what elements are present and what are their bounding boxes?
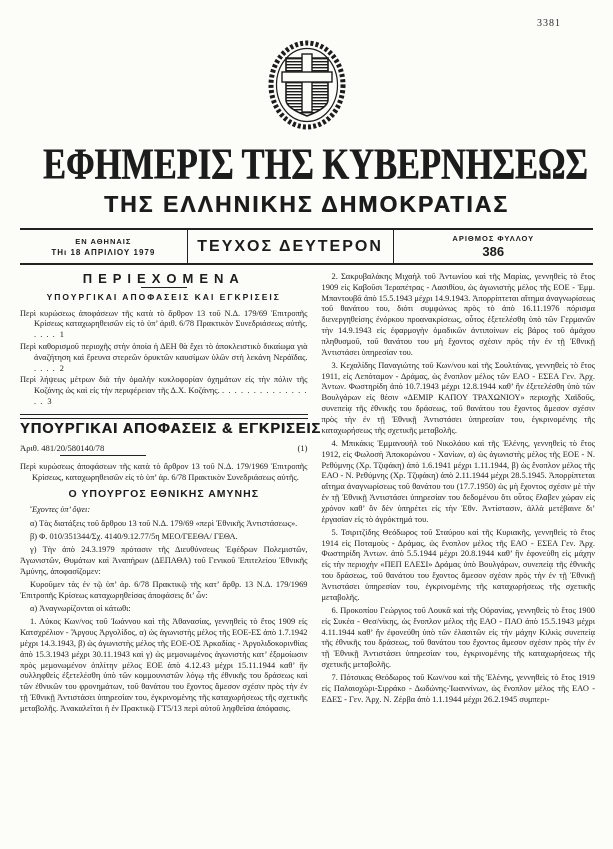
contents-subtitle: ΥΠΟΥΡΓΙΚΑΙ ΑΠΟΦΑΣΕΙΣ ΚΑΙ ΕΓΚΡΙΣΕΙΣ [46, 291, 281, 302]
decision-authority: Ο ΥΠΟΥΡΓΟΣ ΕΘΝΙΚΗΣ ΑΜΥΝΗΣ [68, 487, 260, 500]
decision-paragraph: 5. Τσιριτζίδης Θεόδωρος τοῦ Σταύρου καὶ τῆς Κυριακῆς, γεννηθεὶς τὸ ἔτος 1914 εἰς Ποταμοὺς - Δράμας, ὡς ἔνοπλον μέλος τῆς ΕΑΟ - ΕΣΕΑ Γεν. Ἀρχ. Φωστηρίδη Ἀντων. ἀπὸ 5.5.1944 μέχρι 20.8.1944 καθ’ ἣν ἐφονεύθη εἰς μάχην εἰς τὴν περιοχὴν «ΠΕΠ ΕΛΕΣΙ» Δράμας ὑπὸ Βουλγάρων, συνεπείᾳ τῆς ἐθνικῆς του δράσεως, τοῦ θανάτου του ἔχοντος ἄμεσον σχέσιν πρὸς τὴν ἐν τῇ Ἐθνικῇ Ἀντιστάσει ὑπηρεσίαν του, ἐγκρινομένης τῆς καταχωρήσεως τῆς σχετικῆς μεταβολῆς. [321, 527, 595, 602]
toc-item [20, 309, 308, 341]
decision-index: (1) [297, 442, 308, 453]
decision-paragraph: 6. Προκοπίου Γεώργιος τοῦ Λουκᾶ καὶ τῆς Οὐρανίας, γεννηθεὶς τὸ ἔτος 1900 εἰς Συκέα - Θεσ/νίκης, ὡς ἔνοπλον μέλος τῆς ΕΑΟ - ΠΑΟ ἀπὸ 15.5.1943 μέχρι 4.11.1944 καθ’ ἣν ἐφονεύθη ὑπὸ τῶν ἐλασιτῶν εἰς τὴν μάχην Κιλκὶς συνεπείᾳ τῆς ἐθνικῆς του δράσεως, τοῦ θανάτου του ἔχοντος ἄμεσον σχέσιν πρὸς τὴν ἐν τῇ Ἐθνικῇ Ἀντιστάσει ὑπηρεσίαν του, ἐγκρινομένης τῆς καταχωρήσεως τῆς σχετικῆς μεταβολῆς. [321, 605, 595, 669]
body-columns [0, 265, 613, 717]
issue-number-label: ΑΡΙΘΜΟΣ ΦΥΛΛΟΥ [452, 234, 535, 243]
decision-paragraph: β) Φ. 010/351344/Σχ. 4140/9.12.77/5η ΜΕΟ/ΓΕΕΘΑ/ ΓΕΘΑ. [30, 531, 238, 541]
info-band [20, 228, 593, 265]
issue-number-value: 386 [482, 244, 505, 259]
left-column [20, 271, 322, 717]
toc-page-ref: 1 [59, 330, 64, 340]
decision-paragraph: 2. Σακρυβαλάκης Μιχαὴλ τοῦ Ἀντωνίου καὶ τῆς Μαρίας, γεννηθεὶς τὸ ἔτος 1909 εἰς Καβοῦσι Ἱεραπέτρας - Λασιθίου, ὡς ἀγωνιστὴς μέλος τῆς ΕΟΕ - Ἐμμ. Μπαντουβᾶ ἀπὸ 15.5.1943 μέχρι 14.9.1943. Ἀπορρίπτεται αἴτημα ἀναγνωρίσεως τοῦ θανάτου του, διότι συμφώνως πρὸς τὸ ἀπὸ 16.11.1976 πόρισμα διενεργηθείσης ἐνόρκου προανακρίσεως, οὗτος ἐξετελέσθη ὑπὸ τῶν Γερμανῶν τὴν 14.9.1943 εἰς ἐφαρμογὴν ὁμαδικῶν ἀντιποίνων εἰς βάρος τοῦ ἀμάχου πληθυσμοῦ, τοῦ θανάτου του μὴ ἔχοντος σχέσιν πρὸς τὴν ἐν τῇ Ἐθνικῇ Ἀντιστάσει ὑπηρεσίαν του. [321, 272, 595, 357]
greek-coat-of-arms-icon [266, 40, 348, 134]
decision-paragraph: γ) Τὴν ἀπὸ 24.3.1979 πρότασιν τῆς Διευθύνσεως Ἐφέδρων Πολεμιστῶν, Ἀγωνιστῶν, Θυμάτων καὶ Ἀναπήρων (ΔΕΠΑΘΑ) τοῦ Γενικοῦ Ἐπιτελείου Ἐθνικῆς Ἀμύνης, ἀποφασίζομεν: [20, 545, 308, 576]
band-issue-type [188, 230, 394, 263]
toc-page-ref: 3 [47, 396, 52, 406]
decision-number-line [20, 443, 308, 454]
toc-item-text: Περὶ λήψεως μέτρων διὰ τὴν ὁμαλὴν κυκλοφορίαν ὀχημάτων εἰς τὴν πόλιν τῆς Κοζάνης ὡς καὶ εἰς τὴν περιφέρειαν τῆς Δ.Χ. Κοζάνης. [20, 375, 308, 396]
issue-type-label: ΤΕΥΧΟΣ ΔΕΥΤΕΡΟΝ [197, 237, 383, 255]
decision-number-rule [60, 455, 146, 456]
decision-paragraph: α) Ἀναγνωρίζονται οἱ κάτωθι: [30, 604, 131, 614]
toc-page-ref: 2 [59, 363, 64, 373]
date-label: ΤΗι 18 ΑΠΡΙΛΙΟΥ 1979 [51, 247, 156, 257]
band-place-date [20, 230, 188, 263]
decision-number: Ἀριθ. 481/20/580140/78 [20, 442, 105, 453]
section-separator [20, 414, 308, 419]
masthead-subtitle: ΤΗΣ ΕΛΛΗΝΙΚΗΣ ΔΗΜΟΚΡΑΤΙΑΣ [103, 191, 510, 217]
band-issue-number [394, 230, 593, 263]
toc-item-text: Περὶ καθορισμοῦ περιοχῆς στὴν ὁποία ἡ ΔΕΗ θὰ ἔχει τὸ ἀποκλειστικὸ δικαίωμα γιὰ ἀναζήτηση καὶ ἔρευνα στερεῶν ὀρυκτῶν καυσίμων ὑλῶν στὴ λεκάνη Νεράϊδας. [20, 341, 308, 362]
decision-paragraph: 4. Μπικάκις Ἐμμανουὴλ τοῦ Νικολάου καὶ τῆς Ἑλένης, γεννηθεὶς τὸ ἔτος 1912, εἰς Φωλοσὴ Ἀποκορώνου - Χανίων, α) ὡς ἀγωνιστὴς μέλος τῆς ΕΟΕ - Ν. Ρεθύμνης (Χρ. Τζιφάκη) ἀπὸ 1.6.1941 μέχρι 1.11.1944, β) ὡς ἔνοπλον μέλος τῆς ΕΑΟ - Ν. Ρεθύμνης (Χρ. Τζιφάκη) ἀπὸ 2.11.1944 μέχρι 28.5.1945. Ἀπορρίπτεται αἴτημα ἀναγνωρίσεως τοῦ θανάτου του (17.7.1950) ὡς μὴ ἔχοντος σχέσιν μὲ τὴν ἐν τῇ Ἐθνικῇ Ἀντιστάσει ὑπηρεσίαν του δεδομένου ὅτι οὗτος ἔλαβεν χώραν εἰς χρόνον καθ’ ὃν δὲν ὑπηρέτει εἰς τὴν Ἐθν. Ἀντίστασιν, ἀλλὰ μετέβαινε δι’ ἐργασίαν εἰς τὸ ἀγρόκτημά του. [321, 438, 595, 524]
contents-title-rule [141, 287, 187, 288]
right-column [322, 272, 596, 717]
toc-item [20, 375, 308, 407]
page-number: 3381 [537, 18, 561, 29]
decisions-section-title: ΥΠΟΥΡΓΙΚΑΙ ΑΠΟΦΑΣΕΙΣ & ΕΓΚΡΙΣΕΙΣ [20, 420, 322, 437]
contents-title: ΠΕΡΙΕΧΟΜΕΝΑ [82, 271, 245, 286]
toc-leader-dots: . . . . . . . . . . . . . . . . [34, 386, 308, 406]
place-label: ΕΝ ΑΘΗΝΑΙΣ [75, 236, 132, 246]
toc-leader-dots: . . . . [34, 363, 56, 373]
decision-paragraph: Κυροῦμεν τὰς ἐν τῷ ὑπ’ ἀρ. 6/78 Πρακτικῷ τῆς κατ’ ἄρθρ. 13 Ν.Δ. 179/1969 Ἐπιτροπῆς Κρίσεως καταχωρηθείσας ἀποφάσεις δι’ ὧν: [20, 580, 308, 600]
decision-paragraph: 1. Λύκος Κων/νος τοῦ Ἰωάννου καὶ τῆς Ἀθανασίας, γεννηθεὶς τὸ ἔτος 1909 εἰς Κατσχρέλιον - Ἄργους Ἀργολίδος, α) ὡς ἀγωνιστὴς μέλος τῆς ΕΟΕ-ΕΣ ἀπὸ 1.7.1942 μέχρι 14.3.1943, β) ὡς ἀγωνιστὴς μέλος τῆς ΕΟΕ-ΟΣ Ἀρκαδίας - Ἀργολιδοκορινθίας ἀπὸ 15.3.1943 μέχρι 30.11.1943 καὶ γ) ὡς μεμονωμένος ἀγωνιστὴς κατ’ ἐξομοίωσιν πρὸς μεμονωμένον ὁπλίτην μέλος ΕΟΕ ἀπὸ 4.12.43 μέχρι 15.11.1944 καθ’ ἣν συλληφθεὶς ἐξετελέσθη ὑπὸ τῶν κομμουνιστῶν λόγῳ τῆς ἐθνικῆς του δράσεως καὶ τῶν ἐθνικῶν του φρονημάτων, τοῦ θανάτου του ἔχοντος ἄμεσον σχέσιν πρὸς τὴν ἐν τῇ Ἐθνικῇ Ἀντιστάσει ὑπηρεσίαν του, ἐγκρινομένης τῆς καταχωρήσεως τῆς σχετικῆς μεταβολῆς. Ἀνακαλεῖται ἡ ἐν Πρακτικῷ ΓΤ5/13 περὶ αὐτοῦ ληφθεῖσα ἀπόφασις. [20, 617, 308, 713]
toc-item-text: Περὶ κυρώσεως ἀποφάσεων τῆς κατὰ τὸ ἄρθρον 13 τοῦ Ν.Δ. 179/69 Ἐπιτροπῆς Κρίσεως καταχωρηθεισῶν εἰς τὸ ὑπ’ ἀριθ. 6/78 Πρακτικὸν Συνεδριάσεως αὐτῆς. [20, 308, 308, 329]
toc-leader-dots: . . . . [34, 330, 56, 340]
decision-paragraph: 3. Κεχαλίδης Παναγιώτης τοῦ Κων/νου καὶ τῆς Σουλτάνας, γεννηθεὶς τὸ ἔτος 1911, εἰς Λεπόταμον - Δράμας, ὡς ἔνοπλον μέλος τῶν ΕΑΟ - ΕΣΕΑ Γεν. Ἀρχ. Ἀντων. Φωστηρίδη ἀπὸ 10.7.1943 μέχρι 12.8.1944 καθ’ ἣν ἐξετελέσθη ὑπὸ τῶν Βουλγάρων εἰς θέσιν «ΔΕΜΙΡ ΚΑΠΟΥ ΤΡΑΧΩΝΙΟΥ» περιοχῆς Χαϊδοῦς, συνεπείᾳ τῆς ἐθνικῆς του δράσεως, τοῦ θανάτου του ἔχοντος ἄμεσον σχέσιν πρὸς τὴν ἐν τῇ Ἐθνικῇ Ἀντιστάσει ὑπηρεσίαν του, ἐγκρινομένης τῆς καταχωρήσεως τῆς σχετικῆς μεταβολῆς. [321, 360, 595, 435]
decision-paragraph: 7. Πότσικας Θεόδωρος τοῦ Κων/νου καὶ τῆς Ἑλένης, γεννηθεὶς τὸ ἔτος 1919 εἰς Παλαιοχώρι-Σιρράκο - Δωδώνης-Ἰωαννίνων, ὡς ἔνοπλον μέλος τῆς ΕΑΟ - ΕΔΕΣ - Γεν. Ἀρχ. Ν. Ζέρβα ἀπὸ 1.1.1944 μέχρι 26.2.1945 συμπερι- [321, 673, 595, 704]
masthead-title: ΕΦΗΜΕΡΙΣ ΤΗΣ ΚΥΒΕΡΝΗΣΕΩΣ [42, 138, 588, 189]
decision-paragraph: α) Τὰς διατάξεις τοῦ ἄρθρου 13 τοῦ Ν.Δ. 179/69 «περὶ Ἐθνικῆς Ἀντιστάσεως». [30, 518, 298, 528]
decision-preamble: Ἔχοντες ὑπ’ ὄψει: [30, 504, 91, 514]
decision-subject: Περὶ κυρώσεως ἀποφάσεων τῆς κατὰ τὸ ἄρθρον 13 τοῦ Ν.Δ. 179/1969 Ἐπιτροπῆς Κρίσεως, καταχωρηθεισῶν εἰς τὸ ὑπ’ ἀρ. 6/78 Πρακτικὸν Συνεδριάσεως αὐτῆς. [20, 462, 308, 483]
toc-item [20, 342, 308, 374]
emblem-container [0, 40, 613, 134]
